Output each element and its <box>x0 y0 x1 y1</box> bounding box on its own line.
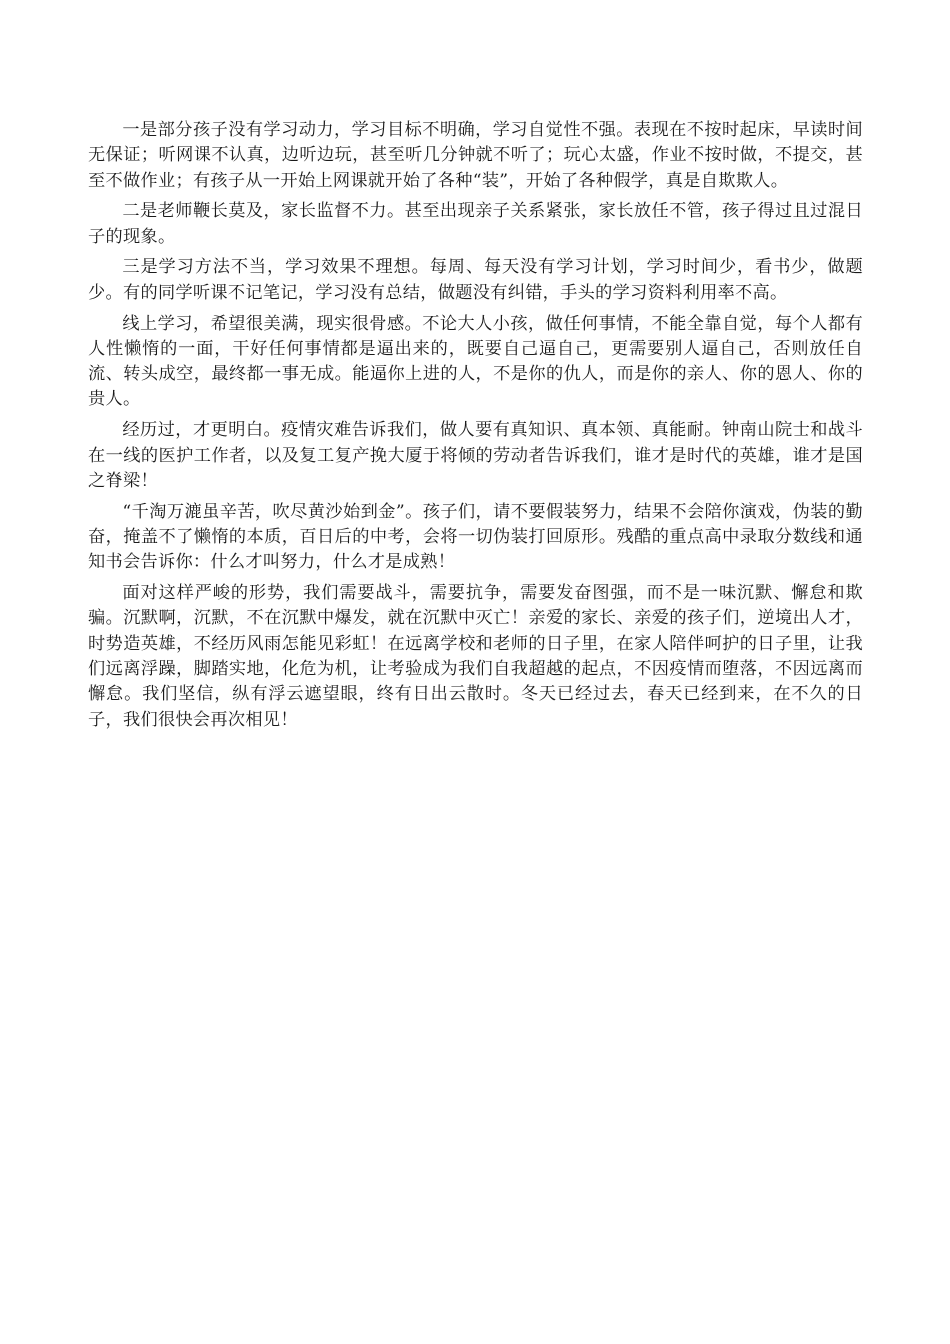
paragraph-supervision: 二是老师鞭长莫及，家长监督不力。甚至出现亲子关系紧张，家长放任不管，孩子得过且过混日子的现象。 <box>88 201 863 247</box>
paragraph-quote: “千淘万漉虽辛苦，吹尽黄沙始到金”。孩子们，请不要假装努力，结果不会陪你演戏，伪装的勤奋，掩盖不了懒惰的本质，百日后的中考，会将一切伪装打回原形。残酷的重点高中录取分数线和通知书会告诉你：什么才叫努力，什么才是成熟！ <box>88 501 863 573</box>
paragraph-experience: 经历过，才更明白。疫情灾难告诉我们，做人要有真知识、真本领、真能耐。钟南山院士和战斗在一线的医护工作者，以及复工复产挽大厦于将倾的劳动者告诉我们，谁才是时代的英雄，谁才是国之脊梁！ <box>88 420 863 491</box>
paragraph-learning-motivation: 一是部分孩子没有学习动力，学习目标不明确，学习自觉性不强。表现在不按时起床，早读时间无保证；听网课不认真，边听边玩，甚至听几分钟就不听了；玩心太盛，作业不按时做，不提交，甚至不做作业；有孩子从一开始上网课就开始了各种“装”，开始了各种假学，真是自欺欺人。 <box>88 120 863 191</box>
paragraph-conclusion: 面对这样严峻的形势，我们需要战斗，需要抗争，需要发奋图强，而不是一味沉默、懈怠和欺骗。沉默啊，沉默，不在沉默中爆发，就在沉默中灭亡！亲爱的家长、亲爱的孩子们，逆境出人才，时势造英雄，不经历风雨怎能见彩虹！在远离学校和老师的日子里，在家人陪伴呵护的日子里，让我们远离浮躁，脚踏实地，化危为机，让考验成为我们自我超越的起点，不因疫情而堕落，不因远离而懈怠。我们坚信，纵有浮云遮望眼，终有日出云散时。冬天已经过去，春天已经到来，在不久的日子，我们很快会再次相见！ <box>88 583 863 730</box>
paragraph-learning-method: 三是学习方法不当，学习效果不理想。每周、每天没有学习计划，学习时间少，看书少，做题少。有的同学听课不记笔记，学习没有总结，做题没有纠错，手头的学习资料利用率不高。 <box>88 257 863 303</box>
document-body <box>88 118 863 738</box>
paragraph-online-learning: 线上学习，希望很美满，现实很骨感。不论大人小孩，做任何事情，不能全靠自觉，每个人都有人性懒惰的一面，干好任何事情都是逼出来的，既要自己逼自己，更需要别人逼自己，否则放任自流、转头成空，最终都一事无成。能逼你上进的人，不是你的仇人，而是你的亲人、你的恩人、你的贵人。 <box>88 313 863 410</box>
